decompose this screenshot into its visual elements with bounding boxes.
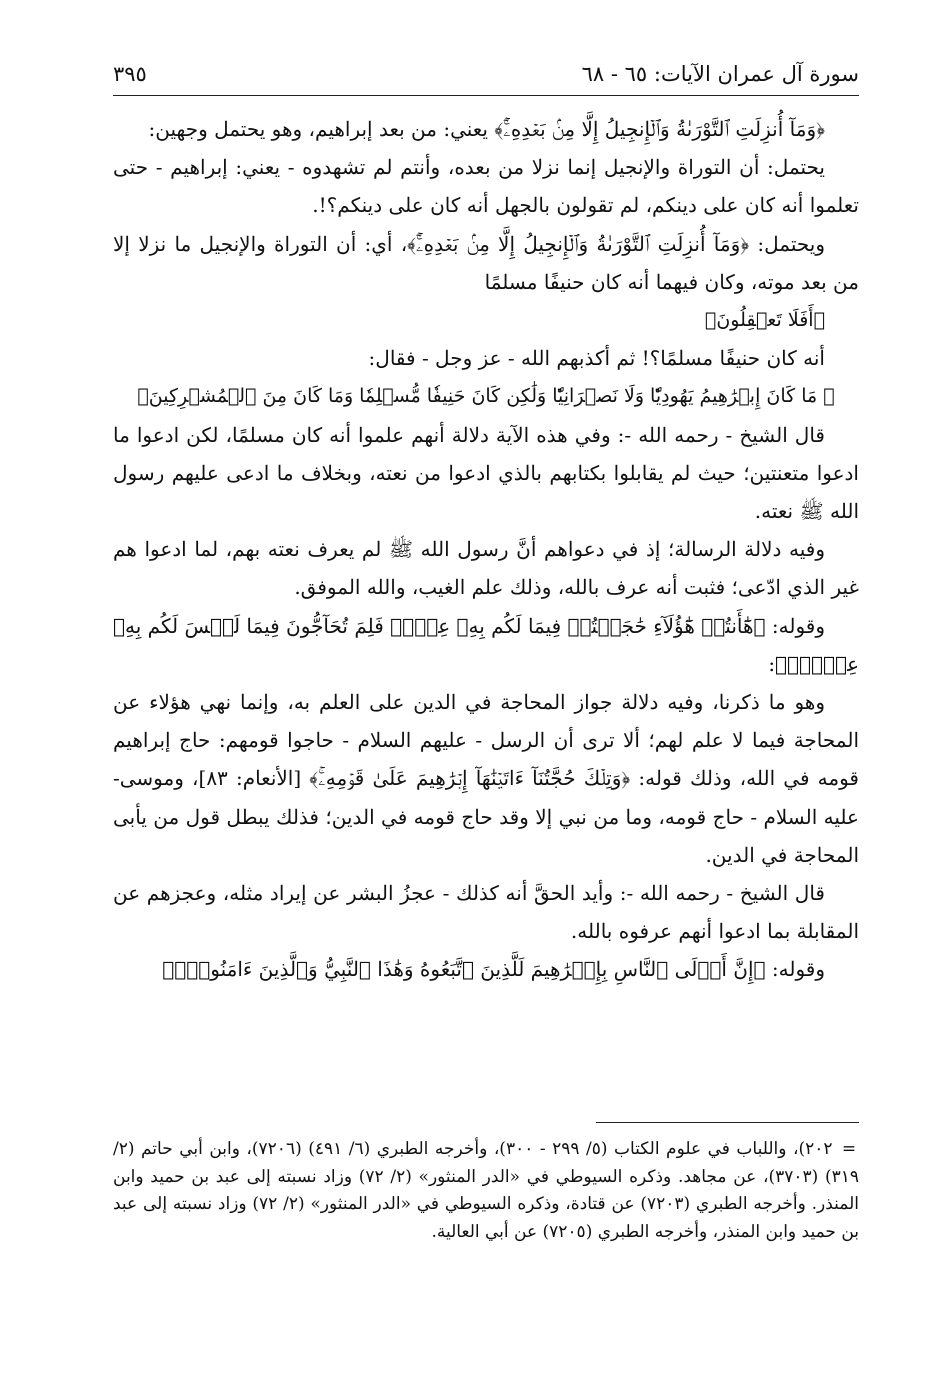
quran-verse-1: ﴿أَفَلَا تَعۡقِلُونَ﴾ — [704, 309, 825, 332]
continuation-marker: = — [841, 1139, 857, 1159]
footnote-text: ٢٠٢)، واللباب في علوم الكتاب (٥/ ٢٩٩ - ٣٠٠)، وأخرجه الطبري (٦/ ٤٩١) (٧٢٠٦)، وابن أبي حاتم (٢/ ٣١٩) (٣٧٠٣)، عن مجاهد. وذكره السيوطي في «الدر المنثور» (٢/ ٧٢) وزاد نسبته إلى عبد بن حميد وابن المنذر. وأخرجه الطبري (٧٢٠٣) عن قتادة، وذكره السيوطي في «الدر المنثور» (٢/ ٧٢) وزاد نسبته إلى عبد بن حميد وابن المنذر، وأخرجه الطبري (٧٢٠٥) عن أبي العالية. — [113, 1139, 859, 1242]
running-title: سورة آل عمران الآيات: ٦٥ - ٦٨ — [581, 62, 859, 86]
paragraph-12: وقوله: ﴿إِنَّ أَوۡلَى ٱلنَّاسِ بِإِبۡرَٰهِيمَ لَلَّذِينَ ٱتَّبَعُوهُ وَهَٰذَا ٱلنَّبِيُّ وَٱلَّذِينَ ءَامَنُواْۗ﴾ — [162, 957, 825, 982]
paragraph-2: يحتمل: أن التوراة والإنجيل إنما نزلا من بعده، وأنتم لم تشهدوه - يعني: إبراهيم - حتى تعلموا أنه كان على دينكم، لم تقولون بالجهل أنه كان على دينكم؟!. — [113, 155, 859, 218]
paragraph-8: وفيه دلالة الرسالة؛ إذ في دعواهم أنَّ رسول الله ﷺ لم يعرف نعته بهم، لما ادعوا هم غير الذي ادّعى؛ فثبت أنه عرف بالله، وذلك علم الغيب، والله الموفق. — [113, 537, 859, 600]
paragraph-10: وهو ما ذكرنا، وفيه دلالة جواز المحاجة في الدين على العلم به، وإنما نهي هؤلاء عن المحاجة فيما لا علم لهم؛ ألا ترى أن الرسل - عليهم السلام - حاجوا قومهم: حاج إبراهيم قومه في الله، وذلك قوله: ﴿وَتِلۡكَ حُجَّتُنَآ ءَاتَيۡنَٰهَآ إِبۡرَٰهِيمَ عَلَىٰ قَوۡمِهِۦۚ﴾ [الأنعام: ٨٣]، وموسى- عليه السلام - حاج قومه، وما من نبي إلا وقد حاج قومه في الدين؛ فذلك يبطل قول من يأبى المحاجة في الدين. — [113, 690, 859, 867]
quran-verse-2: ﴿ مَا كَانَ إِبۡرَٰهِيمُ يَهُودِيّٗا وَلَا نَصۡرَانِيّٗا وَلَٰكِن كَانَ حَنِيفٗا مُّسۡلِمٗا وَمَا كَانَ مِنَ ٱلۡمُشۡرِكِينَ﴾ — [137, 385, 835, 408]
footnote-continuation — [113, 1136, 859, 1246]
main-text — [113, 110, 859, 989]
paragraph-5: أنه كان حنيفًا مسلمًا؟! ثم أكذبهم الله - عز وجل - فقال: — [368, 346, 825, 371]
header-divider — [113, 95, 859, 96]
paragraph-11: قال الشيخ - رحمه الله -: وأيد الحقَّ أنه كذلك - عجزُ البشر عن إيراد مثله، وعجزهم عن المقابلة بما ادعوا أنهم عرفوه بالله. — [113, 881, 859, 944]
page-header — [113, 54, 859, 94]
paragraph-9: وقوله: ﴿هَٰٓأَنتُمۡ هَٰٓؤُلَآءِ حَٰجَجۡتُمۡ فِيمَا لَكُم بِهِۦ عِلۡمٞ فَلِمَ تُحَآجُّونَ فِيمَا لَيۡسَ لَكُم بِهِۦ عِلۡمٞۚ﴾: — [113, 613, 859, 676]
footnotes — [113, 1136, 859, 1246]
paragraph-7: قال الشيخ - رحمه الله -: وفي هذه الآية دلالة أنهم علموا أنه كان مسلمًا، لكن ادعوا ما ادعوا متعنتين؛ حيث لم يقابلوا بكتابهم بالذي ادعوا من نعته، وبخلاف ما ادعى عليهم رسول الله ﷺ نعته. — [113, 422, 859, 524]
paragraph-1: ﴿وَمَآ أُنزِلَتِ ٱلتَّوْرَىٰةُ وَٱلۡإِنجِيلُ إِلَّا مِنۢ بَعۡدِهِۦٓۚ﴾ يعني: من بعد إبراهيم، وهو يحتمل وجهين: — [148, 117, 825, 141]
page-number: ٣٩٥ — [113, 62, 147, 86]
paragraph-3: ويحتمل: ﴿وَمَآ أُنزِلَتِ ٱلتَّوْرَىٰةُ وَٱلۡإِنجِيلُ إِلَّا مِنۢ بَعۡدِهِۦٓۚ﴾، أي: أن التوراة والإنجيل ما نزلا إلا من بعد موته، وكان فيهما أنه كان حنيفًا مسلمًا — [113, 231, 859, 294]
footnote-divider — [596, 1122, 859, 1123]
